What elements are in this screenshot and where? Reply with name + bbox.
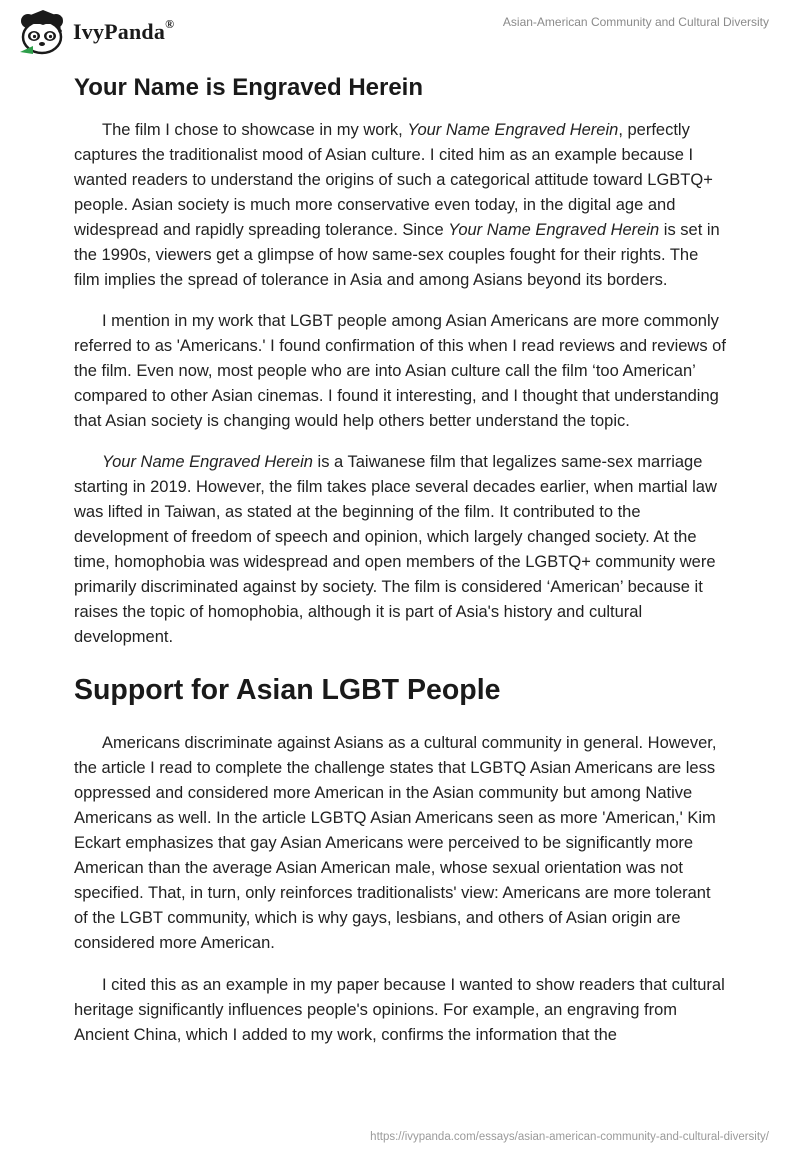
film-title: Your Name Engraved Herein <box>407 121 619 139</box>
film-title: Your Name Engraved Herein <box>102 453 313 471</box>
section-heading-your-name: Your Name is Engraved Herein <box>74 74 424 101</box>
paragraph: I cited this as an example in my paper because I wanted to show readers that cultural heritage significantly influences people's opinions. For example, an engraving from Ancient China, which I added to my work, confirms the information that the <box>74 976 725 1044</box>
source-url[interactable]: https://ivypanda.com/essays/asian-american-community-and-cultural-diversity/ <box>370 1131 769 1143</box>
paragraph: Your Name Engraved Herein is a Taiwanese film that legalizes same-sex marriage starting in 2019. However, the film takes place several decades earlier, when martial law was lifted in Taiwan, as stated at the beginning of the film. It contributed to the development of freedom of speech and opinion, which largely changed society. At the time, homophobia was widespread and open members of the LGBTQ+ community were primarily discriminated against by society. The film is considered ‘American’ because it raises the topic of homophobia, although it is part of Asia's history and cultural development. <box>74 453 717 646</box>
essay-content <box>74 72 726 1048</box>
paragraph: The film I chose to showcase in my work, Your Name Engraved Herein, perfectly captures the traditionalist mood of Asian culture. I cited him as an example because I wanted readers to understand the origins of such a categorical attitude toward LGBTQ+ people. Asian society is much more conservative even today, in the digital age and widespread and rapidly spreading tolerance. Since Your Name Engraved Herein is set in the 1990s, viewers get a glimpse of how same-sex couples fought for their rights. The film implies the spread of tolerance in Asia and among Asians beyond its borders. <box>74 121 720 289</box>
brand-name: IvyPanda® <box>73 17 175 44</box>
film-title: Your Name Engraved Herein <box>448 221 660 239</box>
section-heading-support: Support for Asian LGBT People <box>74 674 501 706</box>
paragraph: I mention in my work that LGBT people among Asian Americans are more commonly referred to as 'Americans.' I found confirmation of this when I read reviews and reviews of the film. Even now, most people who are into Asian culture call the film ‘too American’ compared to other Asian cinemas. I found it interesting, and I thought that understanding that Asian society is changing would help others better understand the topic. <box>74 312 726 430</box>
document-title: Asian-American Community and Cultural Diversity <box>502 15 769 29</box>
paragraph: Americans discriminate against Asians as a cultural community in general. However, the article I read to complete the challenge states that LGBTQ Asian Americans are less oppressed and considered more American in the Asian community but among Native Americans as well. In the article LGBTQ Asian Americans seen as more 'American,' Kim Eckart emphasizes that gay Asian Americans were perceived to be significantly more American than the average Asian American male, whose sexual orientation was not specified. That, in turn, only reinforces traditionalists' view: Americans are more tolerant of the LGBT community, which is why gays, lesbians, and others of Asian origin are considered more American. <box>74 734 717 952</box>
logo[interactable] <box>15 8 174 56</box>
page-header <box>0 0 800 60</box>
panda-logo-icon <box>15 8 71 56</box>
